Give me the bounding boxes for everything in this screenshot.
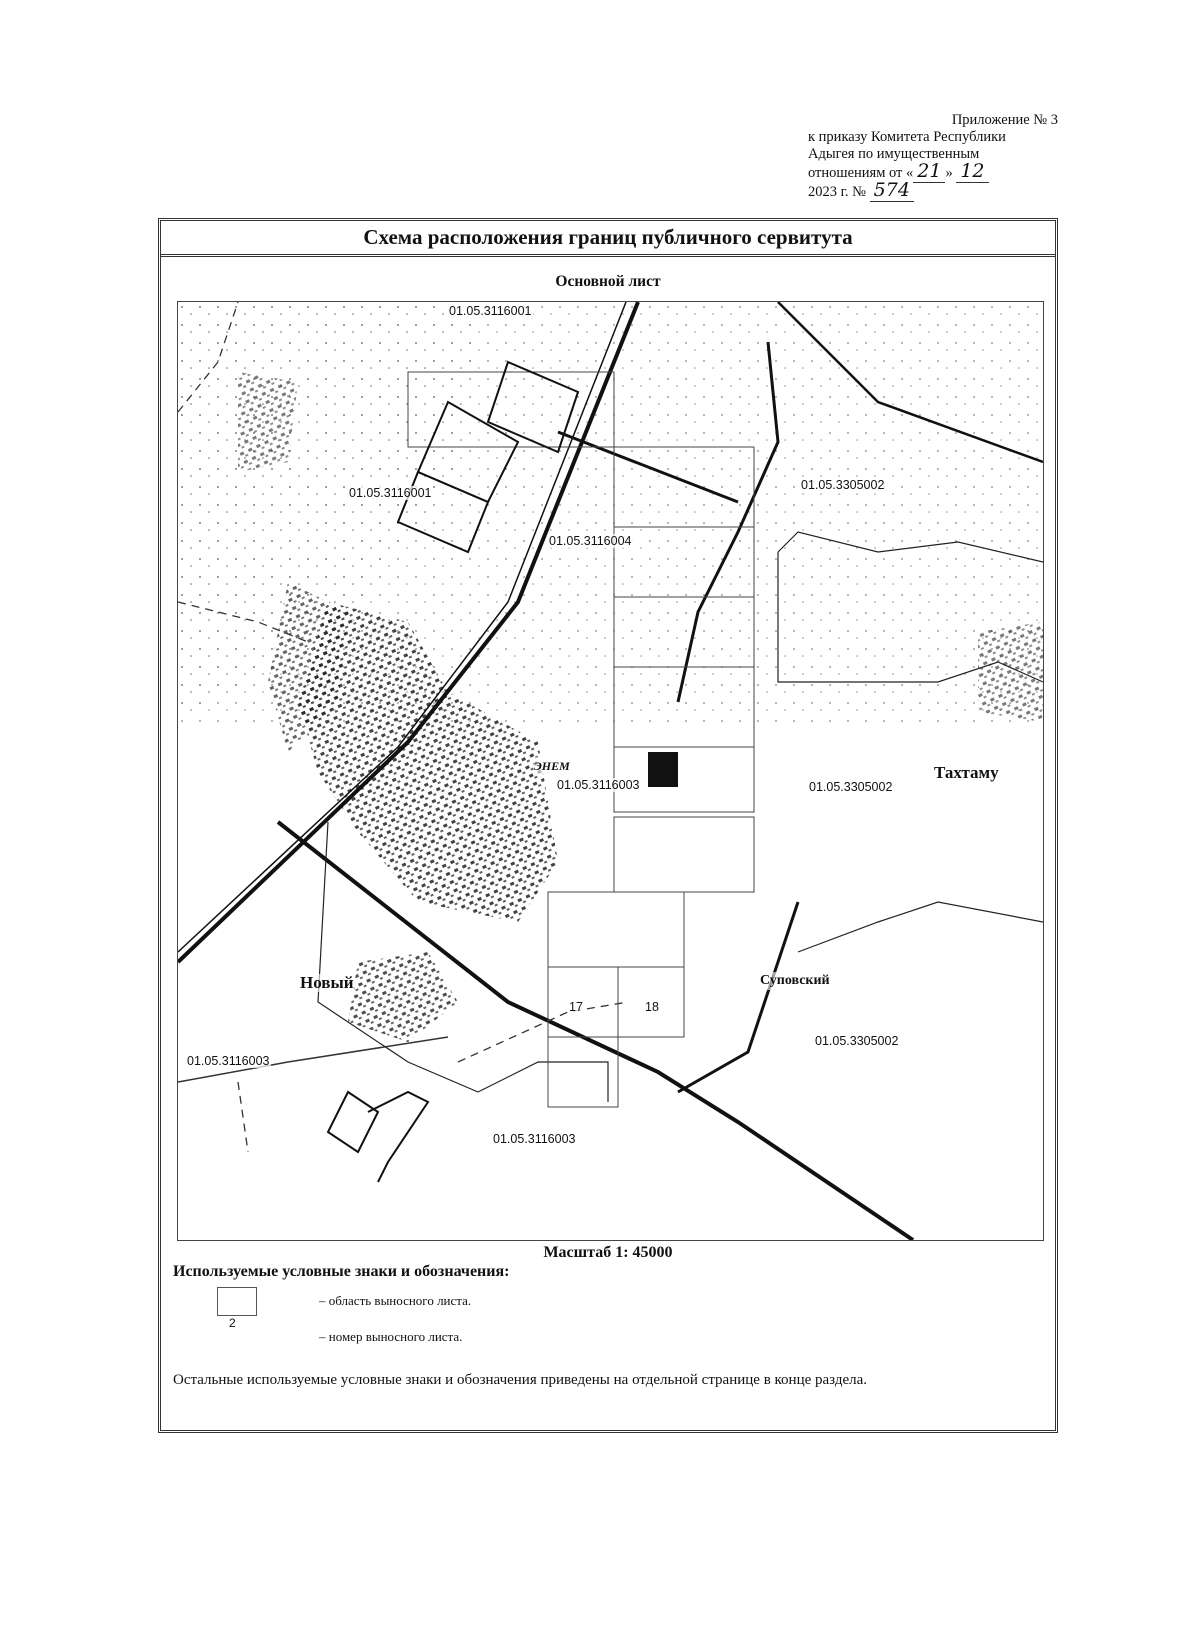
scheme-title: Схема расположения границ публичного сервитута — [161, 221, 1055, 257]
cadastral-label-left: 01.05.3116001 — [349, 486, 432, 500]
cadastral-label-bottom: 01.05.3116003 — [493, 1132, 576, 1146]
scheme-frame — [158, 218, 1058, 1433]
appendix-header — [808, 112, 1058, 201]
order-date-prefix: отношениям от « — [808, 165, 914, 181]
place-novy: Новый — [300, 973, 354, 992]
legend-note: Остальные используемые условные знаки и обозначения приведены на отдельной странице в конце раздела. — [173, 1372, 868, 1388]
cadastral-label-bottom-left: 01.05.3116003 — [187, 1054, 270, 1068]
map-graphic — [178, 302, 1043, 1240]
cadastral-label-center: 01.05.3116004 — [549, 534, 632, 548]
order-number-handwritten: 574 — [870, 179, 914, 202]
order-line-2: Адыгея по имущественным — [808, 146, 980, 162]
place-enem: ЭНЕМ — [534, 759, 570, 773]
legend-item-sheet-area: – область выносного листа. — [319, 1293, 472, 1308]
map-scale: Масштаб 1: 45000 — [543, 1244, 673, 1261]
order-day-handwritten: 21 — [913, 160, 945, 183]
legend-sheet-number-sample: 2 — [229, 1316, 236, 1330]
cadastral-label-right-bottom: 01.05.3305002 — [815, 1034, 899, 1048]
order-number-line — [808, 179, 1058, 201]
legend-sheet-area-swatch — [217, 1287, 257, 1316]
cadastral-label-top: 01.05.3116001 — [449, 304, 532, 318]
appendix-number: Приложение № 3 — [951, 112, 1058, 128]
main-sheet-label: Основной лист — [555, 273, 661, 290]
place-supovsky: Суповский — [760, 973, 830, 988]
place-takhtamukay: Тахтаму — [934, 763, 999, 782]
cadastral-label-mid: 01.05.3116003 — [557, 778, 640, 792]
sheet-number-17: 17 — [569, 1000, 583, 1014]
order-line-1: к приказу Комитета Республики — [808, 129, 1006, 145]
order-date-line — [808, 160, 1058, 182]
order-month-handwritten: 12 — [956, 160, 988, 183]
order-date-mid: » — [945, 165, 953, 181]
sheet-number-18: 18 — [645, 1000, 659, 1014]
cadastral-label-right: 01.05.3305002 — [809, 780, 893, 794]
legend-item-sheet-number: – номер выносного листа. — [319, 1329, 463, 1344]
cadastral-label-right-top: 01.05.3305002 — [801, 478, 885, 492]
order-year: 2023 г. № — [808, 184, 867, 200]
cadastral-map — [177, 301, 1044, 1241]
legend-title: Используемые условные знаки и обозначения: — [173, 1263, 510, 1280]
